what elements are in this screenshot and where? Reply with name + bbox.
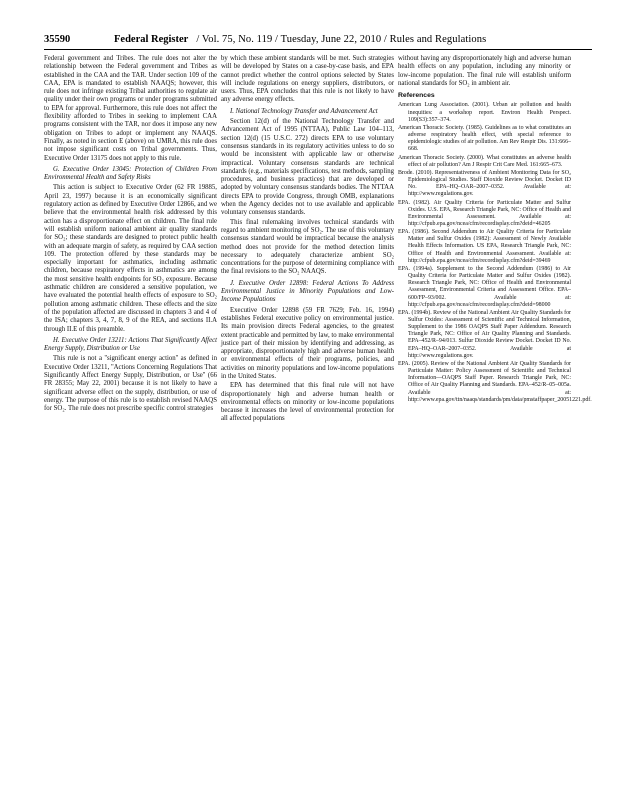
reference-item: EPA. (1994b). Review of the National Ambient Air Quality Standards for Sulfur Oxides: Assessment of Scientific and Technical Information, Supplement to the 1986 OAQPS Staff Paper Addendum. Research Triangle Park, NC: Office of Air Quality Planning and Standards. EPA–452/R–94/013. Sulfur Dioxide Review Docket. Docket ID No. EPA–HQ–OAR–2007–0352. Available at http://www.regulations.gov. — [398, 309, 571, 359]
paragraph: EPA has determined that this final rule will not have disproportionately high and adverse human health or environmental effects on minority or low-income populations because it increases the level of environmental protection for all affected populations — [221, 382, 394, 423]
column-3 — [398, 55, 592, 790]
paragraph: without having any disproportionately high and adverse human health effects on any population, including any minority or low-income population. The final rule will establish uniform national standards for SO₂ in ambient air. — [398, 55, 571, 87]
issue-info: / Vol. 75, No. 119 / Tuesday, June 22, 2010 / Rules and Regulations — [196, 33, 487, 45]
paragraph: Section 12(d) of the National Technology Transfer and Advancement Act of 1995 (NTTAA), Public Law 104–113, section 12(d) (15 U.S.C. 272) directs EPA to use voluntary consensus standards in its regulatory activities unless to do so would be inconsistent with applicable law or otherwise impractical. Voluntary consensus standards are technical standards (e.g., materials specifications, test methods, sampling procedures, and business practices) that are developed or adopted by voluntary consensus standards bodies. The NTTAA directs EPA to provide Congress, through OMB, explanations when the Agency decides not to use available and applicable voluntary consensus standards. — [221, 118, 394, 217]
section-heading: J. Executive Order 12898: Federal Actions To Address Environmental Justice in Minority Populations and Low-Income Populations — [221, 279, 394, 304]
paragraph: This action is subject to Executive Order (62 FR 19885, April 23, 1997) because it is an economically significant regulatory action as defined by Executive Order 12866, and we believe that the environmental health risk addressed by this action has a disproportionate effect on children. The final rule will establish uniform national ambient air quality standards for SO₂; these standards are designed to protect public health with an adequate margin of safety, as required by CAA section 109. The protection offered by these standards may be especially important for asthmatics, including asthmatic children, because respiratory effects in asthmatics are among the most sensitive health endpoints for SO₂ exposure. Because asthmatic children are considered a sensitive population, we have evaluated the potential health effects of exposure to SO₂ pollution among asthmatic children. These effects and the size of the population affected are discussed in chapters 3 and 4 of the ISA; chapters 3, 4, 7, 8, 9 of the REA, and sections II.A through II.E of this preamble. — [44, 184, 217, 333]
reference-item: Brode. (2010). Representativeness of Ambient Monitoring Data for SO₂ Epidemiological Studies. Staff Dioxide Review Docket. Docket ID No. EPA–HQ–OAR–2007–0352. Available at: http://www.regulations.gov. — [398, 169, 571, 198]
paragraph: This final rulemaking involves technical standards with regard to ambient monitoring of SO₂. The use of this voluntary consensus standard would be impractical because the analysis method does not provide for the method detection limits necessary to adequately characterize ambient SO₂ concentrations for the purpose of determining compliance with the final revisions to the SO₂ NAAQS. — [221, 218, 394, 276]
reference-list — [398, 102, 592, 403]
section-heading: I. National Technology Transfer and Advancement Act — [230, 107, 378, 115]
header-rule — [44, 49, 592, 50]
page-header — [44, 32, 592, 46]
paragraph: Federal government and Tribes. The rule does not alter the relationship between the Federal government and Tribes as established in the CAA and the TAR. Under section 109 of the CAA, EPA is mandated to establish NAAQS; however, this rule does not infringe existing Tribal authorities to regulate air quality under their own programs or under programs submitted to EPA for approval. Furthermore, this rule does not affect the flexibility afforded to Tribes in seeking to implement CAA programs consistent with the TAR, nor does it impose any new obligation on Tribes to adopt or implement any NAAQS. Finally, as noted in section E (above) on UMRA, this rule does not impose significant costs on Tribal governments. Thus, Executive Order 13175 does not apply to this rule. — [44, 55, 217, 162]
page-number: 35590 — [44, 33, 71, 45]
reference-item: EPA. (1982). Air Quality Criteria for Particulate Matter and Sulfur Oxides. U.S. EPA, Research Triangle Park, NC: Office of Health and Environmental Assessment. Available at: http://cfpub.epa.gov/ncea/cfm/recordisplay.cfm?deid=46205 — [398, 199, 571, 227]
reference-item: American Thoracic Society. (2000). What constitutes an adverse health effect of air pollution? Am J Respir Crit Care Med. 161:665–673. — [398, 154, 571, 168]
column-1 — [44, 55, 217, 790]
paragraph: by which these ambient standards will be met. Such strategies will be developed by States on a case-by-case basis, and EPA cannot predict whether the control options selected by States will include regulations on energy suppliers, distributors, or users. Thus, EPA concludes that this rule is not likely to have any adverse energy effects. — [221, 55, 394, 104]
references-heading: References — [398, 92, 435, 100]
section-heading: H. Executive Order 13211: Actions That Significantly Affect Energy Supply, Distribution or Use — [44, 336, 217, 353]
section-heading: G. Executive Order 13045: Protection of Children From Environmental Health and Safety Risks — [44, 165, 217, 182]
column-2 — [221, 55, 394, 790]
reference-item: EPA. (2005). Review of the National Ambient Air Quality Standards for Particulate Matter: Policy Assessment of Scientific and Technical Information—OAQPS Staff Paper. Research Triangle Park, NC: Office of Air Quality Planning and Standards. EPA–452/R–05–005a. Available at: http://www.epa.gov/ttn/naaqs/standards/pm/data/pmstaffpaper_20051221.pdf. — [398, 360, 592, 403]
paragraph: This rule is not a ''significant energy action'' as defined in Executive Order 13211, ''Actions Concerning Regulations That Significantly Affect Energy Supply, Distribution, or Use'' (66 FR 28355; May 22, 2001) because it is not likely to have a significant adverse effect on the supply, distribution, or use of energy. The purpose of this rule is to establish revised NAAQS for SO₂. The rule does not prescribe specific control strategies — [44, 355, 217, 413]
reference-item: American Thoracic Society. (1985). Guidelines as to what constitutes an adverse respiratory health effect, with special reference to epidemiologic studies of air pollution. Am Rev Respir Dis. 131:666–668. — [398, 124, 571, 153]
reference-item: EPA. (1986). Second Addendum to Air Quality Criteria for Particulate Matter and Sulfur Oxides (1982): Assessment of Newly Available Health Effects Information. US EPA, Research Triangle Park, NC: Office of Health and Environmental Assessment. Available at: http://cfpub.epa.gov/ncea/cfm/recordisplay.cfm?deid=39469 — [398, 229, 571, 264]
reference-item: EPA. (1994a). Supplement to the Second Addendum (1986) to Air Quality Criteria for Particulate Matter and Sulfur Oxides (1982). Research Triangle Park, NC: Office of Health and Environmental Assessment, Environmental Criteria and Assessment Office. EPA–600/FP–93/002. Available at: http://cfpub.epa.gov/ncea/cfm/recordisplay.cfm?deid=98000 — [398, 265, 571, 308]
reference-item: American Lung Association. (2001). Urban air pollution and health inequities: a workshop report. Environ Health Perspect. 109(S3):357–374. — [398, 102, 571, 123]
publication-title: Federal Register — [114, 33, 189, 45]
paragraph: Executive Order 12898 (59 FR 7629; Feb. 16, 1994) establishes Federal executive policy on environmental justice. Its main provision directs Federal agencies, to the greatest extent practicable and permitted by law, to make environmental justice part of their mission by identifying and addressing, as appropriate, disproportionately high and adverse human health or environmental effects of their programs, policies, and activities on minority populations and low-income populations in the United States. — [221, 306, 395, 380]
